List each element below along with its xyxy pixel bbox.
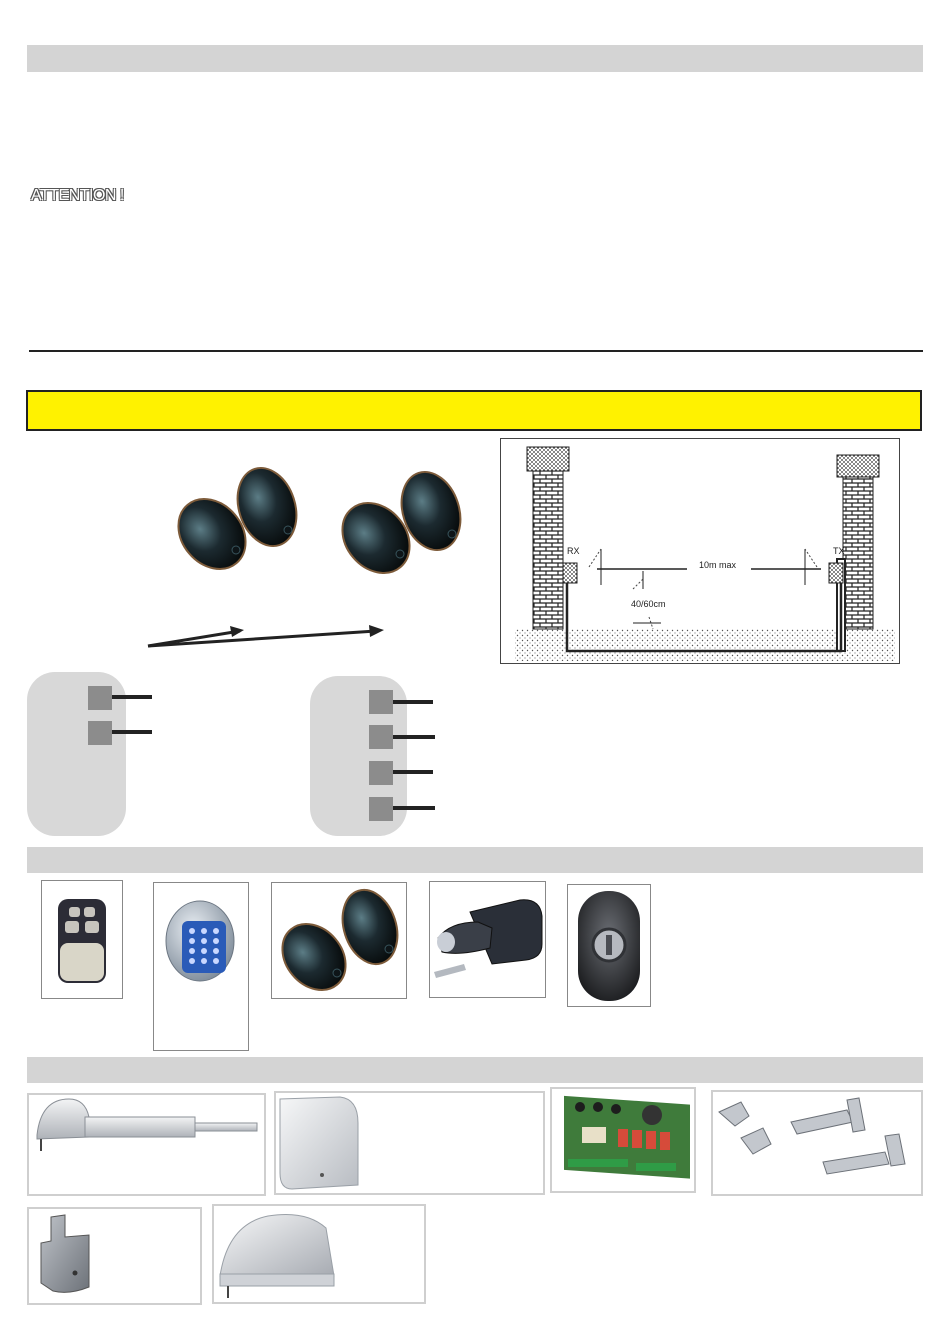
wire-4: [393, 735, 435, 739]
accessory-key-release: [429, 881, 546, 998]
photocells-icon: [272, 883, 406, 998]
distance-label: 10m max: [699, 560, 737, 570]
key-release-icon: [430, 882, 545, 997]
keypad-icon: [154, 883, 248, 1003]
key-switch-icon: [568, 885, 650, 1006]
photocell-pair-left: [172, 462, 300, 574]
part-gate-motor-arm: [27, 1093, 266, 1196]
part-control-box: [274, 1091, 545, 1195]
pointer-arrows: [140, 620, 390, 654]
part-mounting-brackets: [711, 1090, 923, 1196]
end-cap-icon: [29, 1209, 200, 1303]
divider-line: [29, 350, 923, 352]
wire-3: [393, 700, 433, 704]
installation-diagram: [500, 438, 900, 664]
attention-label: ATTENTION !: [31, 187, 124, 204]
part-motor-cover: [212, 1204, 426, 1304]
remote-control-icon: [42, 881, 122, 998]
rx-label: RX: [567, 546, 580, 556]
section-header-bar: [27, 45, 923, 72]
part-end-cap: [27, 1207, 202, 1305]
terminal-4: [369, 725, 393, 749]
control-box-icon: [276, 1093, 543, 1193]
wire-2: [112, 730, 152, 734]
photocell-pair-right: [336, 466, 464, 578]
motor-cover-icon: [214, 1206, 424, 1302]
wire-6: [393, 806, 435, 810]
terminal-2: [88, 721, 112, 745]
accessory-keypad: [153, 882, 249, 1051]
wire-5: [393, 770, 433, 774]
part-circuit-board: [550, 1087, 696, 1193]
tx-label: TX: [833, 546, 845, 556]
accessories-header-bar: [27, 847, 923, 873]
circuit-board-icon: [552, 1089, 694, 1191]
height-label: 40/60cm: [631, 599, 666, 609]
wire-1: [112, 695, 152, 699]
accessory-key-switch: [567, 884, 651, 1007]
terminal-6: [369, 797, 393, 821]
accessory-photocells: [271, 882, 407, 999]
mounting-brackets-icon: [713, 1092, 921, 1194]
accessory-remote-control: [41, 880, 123, 999]
gate-motor-arm-icon: [29, 1095, 264, 1194]
parts-header-bar: [27, 1057, 923, 1083]
terminal-5: [369, 761, 393, 785]
terminal-1: [88, 686, 112, 710]
highlight-bar: [26, 390, 922, 431]
terminal-3: [369, 690, 393, 714]
